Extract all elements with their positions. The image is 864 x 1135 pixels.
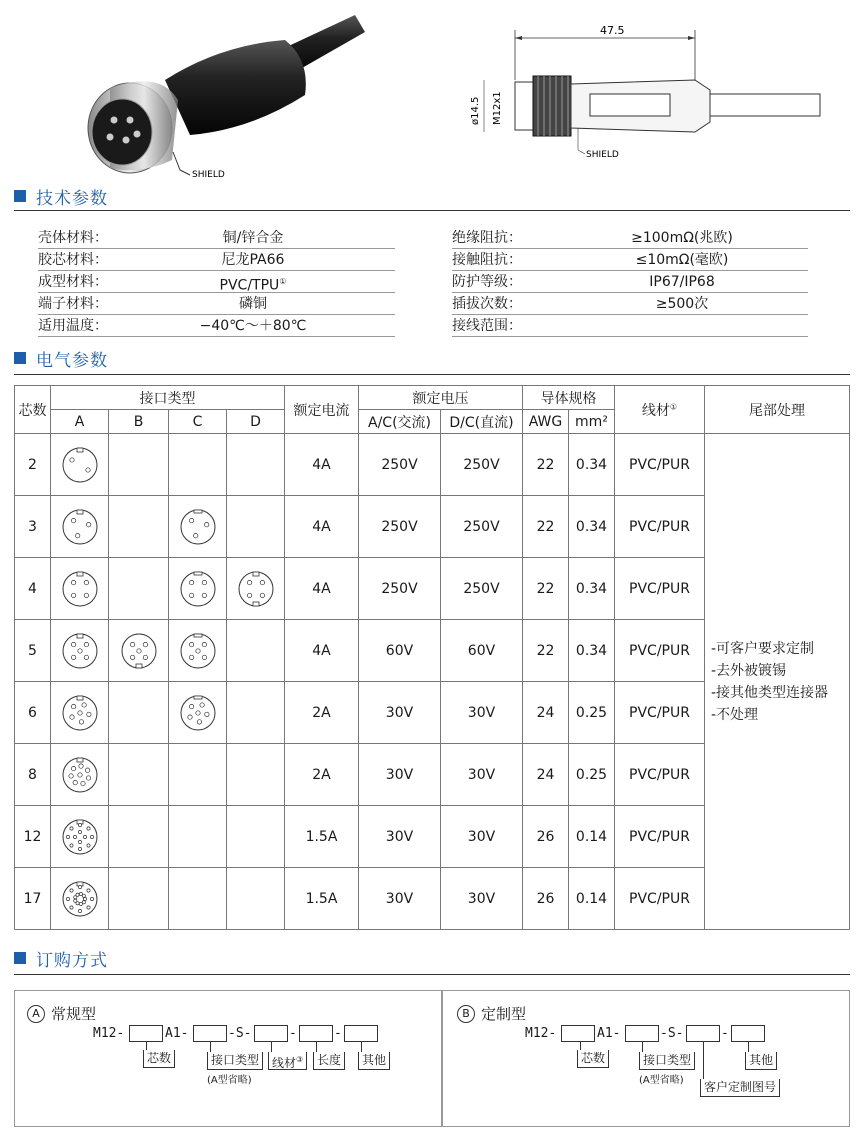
code-box-length <box>299 1025 333 1042</box>
pin-diagram-icon <box>51 688 108 738</box>
pin-diagram-icon <box>51 812 108 862</box>
cell-ac: 250V <box>359 558 441 620</box>
leader-line <box>361 1042 362 1052</box>
tech-section-title: 技术参数 <box>36 188 108 209</box>
cell-dc: 30V <box>441 868 523 930</box>
pin-diagram-icon <box>169 626 226 676</box>
cell-cores: 8 <box>15 744 51 806</box>
cell-current: 2A <box>285 744 359 806</box>
table-row <box>15 434 850 496</box>
legend-interface: 接口类型 <box>639 1052 695 1070</box>
code-prefix: M12- <box>525 1026 557 1041</box>
param-label: 接线范围： <box>452 318 522 334</box>
cell-cores: 2 <box>15 434 51 496</box>
cell-mm2: 0.25 <box>569 682 615 744</box>
cell-dc: 60V <box>441 620 523 682</box>
cell-ac: 30V <box>359 806 441 868</box>
legend-interface-sub: (A型省略) <box>639 1075 684 1086</box>
cell-pin-diagram <box>227 806 285 868</box>
param-value: ≤10mΩ(毫欧) <box>635 252 729 268</box>
leader-line <box>703 1042 704 1079</box>
pin-diagram-icon <box>109 626 168 676</box>
cell-dc: 30V <box>441 806 523 868</box>
cell-wire: PVC/PUR <box>615 620 705 682</box>
leader-line <box>316 1042 317 1052</box>
tech-section-header <box>14 184 108 208</box>
param-row <box>452 227 808 249</box>
cell-awg: 22 <box>523 620 569 682</box>
order-section-header <box>14 946 108 970</box>
legend-length: 长度 <box>313 1052 345 1070</box>
cell-mm2: 0.34 <box>569 558 615 620</box>
param-label: 插拔次数： <box>452 296 522 312</box>
code-s: -S- <box>228 1026 252 1041</box>
cell-pin-diagram <box>227 682 285 744</box>
cell-mm2: 0.14 <box>569 868 615 930</box>
header-wire <box>615 386 705 434</box>
pin-diagram-icon <box>169 688 226 738</box>
cell-pin-diagram <box>109 682 169 744</box>
code-box-interface <box>193 1025 227 1042</box>
header-current: 额定电流 <box>285 386 359 434</box>
cell-pin-diagram <box>169 620 227 682</box>
cell-wire: PVC/PUR <box>615 868 705 930</box>
cell-pin-diagram <box>227 620 285 682</box>
cell-tail-options <box>705 434 850 930</box>
cell-cores: 3 <box>15 496 51 558</box>
cell-pin-diagram <box>227 434 285 496</box>
order-custom-title-text: 定制型 <box>481 1005 527 1023</box>
cell-pin-diagram <box>51 806 109 868</box>
order-regular-title <box>27 1003 96 1024</box>
footnote-mark: ① <box>279 277 287 286</box>
cell-mm2: 0.25 <box>569 744 615 806</box>
connector-product-photo <box>70 10 390 185</box>
header-awg: AWG <box>523 410 569 434</box>
leader-line <box>146 1042 147 1050</box>
header-type-b: B <box>109 410 169 434</box>
legend-cores: 芯数 <box>143 1050 175 1068</box>
cell-mm2: 0.14 <box>569 806 615 868</box>
param-row <box>38 293 395 315</box>
section-square-icon <box>14 352 26 364</box>
order-regular-box <box>14 990 442 1127</box>
header-type-a: A <box>51 410 109 434</box>
section-square-icon <box>14 952 26 964</box>
code-s: -S- <box>660 1026 684 1041</box>
param-row <box>38 227 395 249</box>
header-type-d: D <box>227 410 285 434</box>
legend-interface-sub: (A型省略) <box>207 1075 252 1086</box>
legend-cores: 芯数 <box>577 1050 609 1068</box>
cell-cores: 4 <box>15 558 51 620</box>
code-box-wire <box>254 1025 288 1042</box>
header-mm2: mm² <box>569 410 615 434</box>
cell-pin-diagram <box>109 496 169 558</box>
code-dash: - <box>721 1026 729 1041</box>
shield-label-left: SHIELD <box>192 170 225 180</box>
header-wire-text: 线材 <box>641 402 670 419</box>
cell-dc: 30V <box>441 744 523 806</box>
cell-pin-diagram <box>109 434 169 496</box>
cell-current: 1.5A <box>285 868 359 930</box>
code-box-cores <box>561 1025 595 1042</box>
cell-awg: 22 <box>523 558 569 620</box>
leader-line <box>642 1042 643 1052</box>
cell-current: 4A <box>285 620 359 682</box>
cell-dc: 250V <box>441 434 523 496</box>
order-section-title: 订购方式 <box>36 950 108 971</box>
tail-option: -去外被镀锡 <box>711 662 787 679</box>
legend-interface: 接口类型 <box>207 1052 263 1070</box>
dim-thread: M12x1 <box>492 91 503 125</box>
cell-cores: 5 <box>15 620 51 682</box>
cell-awg: 26 <box>523 806 569 868</box>
pin-diagram-icon <box>227 564 284 614</box>
footnote-mark: ① <box>669 401 678 411</box>
elec-section-header <box>14 346 108 370</box>
cell-pin-diagram <box>51 434 109 496</box>
code-mid: A1- <box>165 1026 189 1041</box>
param-value-text: PVC/TPU <box>219 277 280 294</box>
divider <box>14 974 850 975</box>
param-row <box>38 271 395 293</box>
code-dash: - <box>334 1026 342 1041</box>
leader-line <box>210 1042 211 1052</box>
param-row <box>452 271 808 293</box>
header-voltage: 额定电压 <box>359 386 523 410</box>
header-tail: 尾部处理 <box>705 386 850 434</box>
cell-cores: 17 <box>15 868 51 930</box>
code-box-other <box>731 1025 765 1042</box>
badge-circle: A <box>27 1005 45 1023</box>
param-row <box>452 293 808 315</box>
pin-diagram-icon <box>51 874 108 924</box>
param-label: 壳体材料： <box>38 230 108 246</box>
cell-mm2: 0.34 <box>569 434 615 496</box>
cell-wire: PVC/PUR <box>615 496 705 558</box>
param-row <box>452 315 808 337</box>
tail-option: -不处理 <box>711 706 759 723</box>
pin-diagram-icon <box>169 502 226 552</box>
cell-awg: 22 <box>523 434 569 496</box>
param-row <box>38 315 395 337</box>
order-regular-title-text: 常规型 <box>51 1005 97 1023</box>
cell-pin-diagram <box>109 744 169 806</box>
code-box-cores <box>129 1025 163 1042</box>
divider <box>14 374 850 375</box>
cell-pin-diagram <box>51 744 109 806</box>
dim-length: 47.5 <box>600 24 625 37</box>
param-value: IP67/IP68 <box>649 274 715 290</box>
tail-option: -可客户要求定制 <box>711 640 815 657</box>
param-value: ≥500次 <box>655 296 709 312</box>
cell-ac: 60V <box>359 620 441 682</box>
cell-pin-diagram <box>227 558 285 620</box>
leader-line <box>580 1042 581 1050</box>
dim-diameter: ø14.5 <box>470 96 481 125</box>
cell-pin-diagram <box>169 682 227 744</box>
cell-dc: 30V <box>441 682 523 744</box>
cell-dc: 250V <box>441 496 523 558</box>
param-label: 接触阻抗： <box>452 252 522 268</box>
cell-wire: PVC/PUR <box>615 558 705 620</box>
cell-awg: 22 <box>523 496 569 558</box>
code-box-other <box>344 1025 378 1042</box>
cell-wire: PVC/PUR <box>615 806 705 868</box>
header-dc: D/C(直流) <box>441 410 523 434</box>
cell-ac: 30V <box>359 744 441 806</box>
cell-current: 1.5A <box>285 806 359 868</box>
header-interface: 接口类型 <box>51 386 285 410</box>
cell-current: 4A <box>285 558 359 620</box>
header-ac: A/C(交流) <box>359 410 441 434</box>
param-value: −40℃～＋80℃ <box>199 318 307 334</box>
cell-pin-diagram <box>51 682 109 744</box>
header-type-c: C <box>169 410 227 434</box>
header-cores: 芯数 <box>15 386 51 434</box>
cell-pin-diagram <box>227 744 285 806</box>
cell-pin-diagram <box>227 496 285 558</box>
param-value: 铜/锌合金 <box>222 230 284 246</box>
shield-label-right: SHIELD <box>586 150 619 160</box>
param-value: 尼龙PA66 <box>221 252 285 268</box>
cell-awg: 24 <box>523 682 569 744</box>
cell-pin-diagram <box>109 868 169 930</box>
code-mid: A1- <box>597 1026 621 1041</box>
legend-other: 其他 <box>745 1052 777 1070</box>
pin-diagram-icon <box>169 564 226 614</box>
cell-current: 2A <box>285 682 359 744</box>
dimension-drawing <box>440 20 840 170</box>
cell-wire: PVC/PUR <box>615 744 705 806</box>
cell-awg: 26 <box>523 868 569 930</box>
code-box-drawing <box>686 1025 720 1042</box>
cell-ac: 30V <box>359 682 441 744</box>
cell-pin-diagram <box>109 558 169 620</box>
cell-pin-diagram <box>51 620 109 682</box>
cell-pin-diagram <box>169 868 227 930</box>
cell-pin-diagram <box>109 620 169 682</box>
pin-diagram-icon <box>51 440 108 490</box>
footnote-mark: ③ <box>296 1055 304 1064</box>
param-label: 成型材料： <box>38 274 108 290</box>
header-conductor: 导体规格 <box>523 386 615 410</box>
code-prefix: M12- <box>93 1026 125 1041</box>
param-label: 防护等级： <box>452 274 522 290</box>
cell-ac: 250V <box>359 434 441 496</box>
order-custom-box <box>442 990 850 1127</box>
cell-mm2: 0.34 <box>569 620 615 682</box>
leader-line <box>748 1042 749 1052</box>
divider <box>14 210 850 211</box>
cell-ac: 250V <box>359 496 441 558</box>
elec-section-title: 电气参数 <box>36 350 108 371</box>
cell-current: 4A <box>285 434 359 496</box>
section-square-icon <box>14 190 26 202</box>
cell-wire: PVC/PUR <box>615 682 705 744</box>
cell-dc: 250V <box>441 558 523 620</box>
pin-diagram-icon <box>51 626 108 676</box>
legend-wire-text: 线材 <box>272 1056 297 1070</box>
cell-wire: PVC/PUR <box>615 434 705 496</box>
badge-circle: B <box>457 1005 475 1023</box>
cell-cores: 6 <box>15 682 51 744</box>
cell-pin-diagram <box>169 744 227 806</box>
tail-option: -接其他类型连接器 <box>711 684 829 701</box>
pin-diagram-icon <box>51 502 108 552</box>
legend-wire <box>268 1052 307 1070</box>
legend-drawing-number: 客户定制图号 <box>700 1079 780 1097</box>
pin-diagram-icon <box>51 564 108 614</box>
pin-diagram-icon <box>51 750 108 800</box>
cell-pin-diagram <box>227 868 285 930</box>
param-label: 绝缘阻抗： <box>452 230 522 246</box>
cell-cores: 12 <box>15 806 51 868</box>
leader-line <box>271 1042 272 1052</box>
param-row <box>38 249 395 271</box>
code-box-interface <box>625 1025 659 1042</box>
cell-pin-diagram <box>169 558 227 620</box>
order-custom-title <box>457 1003 526 1024</box>
electrical-table <box>14 385 850 930</box>
cell-awg: 24 <box>523 744 569 806</box>
cell-pin-diagram <box>51 496 109 558</box>
cell-current: 4A <box>285 496 359 558</box>
param-label: 胶芯材料： <box>38 252 108 268</box>
param-row <box>452 249 808 271</box>
code-dash: - <box>289 1026 297 1041</box>
cell-pin-diagram <box>169 496 227 558</box>
cell-pin-diagram <box>169 434 227 496</box>
cell-pin-diagram <box>169 806 227 868</box>
param-label: 适用温度： <box>38 318 108 334</box>
cell-pin-diagram <box>51 558 109 620</box>
param-value: ≥100mΩ(兆欧) <box>631 230 733 246</box>
legend-other: 其他 <box>358 1052 390 1070</box>
param-value: 磷铜 <box>239 296 267 312</box>
cell-pin-diagram <box>51 868 109 930</box>
cell-mm2: 0.34 <box>569 496 615 558</box>
param-label: 端子材料： <box>38 296 108 312</box>
cell-pin-diagram <box>109 806 169 868</box>
cell-ac: 30V <box>359 868 441 930</box>
